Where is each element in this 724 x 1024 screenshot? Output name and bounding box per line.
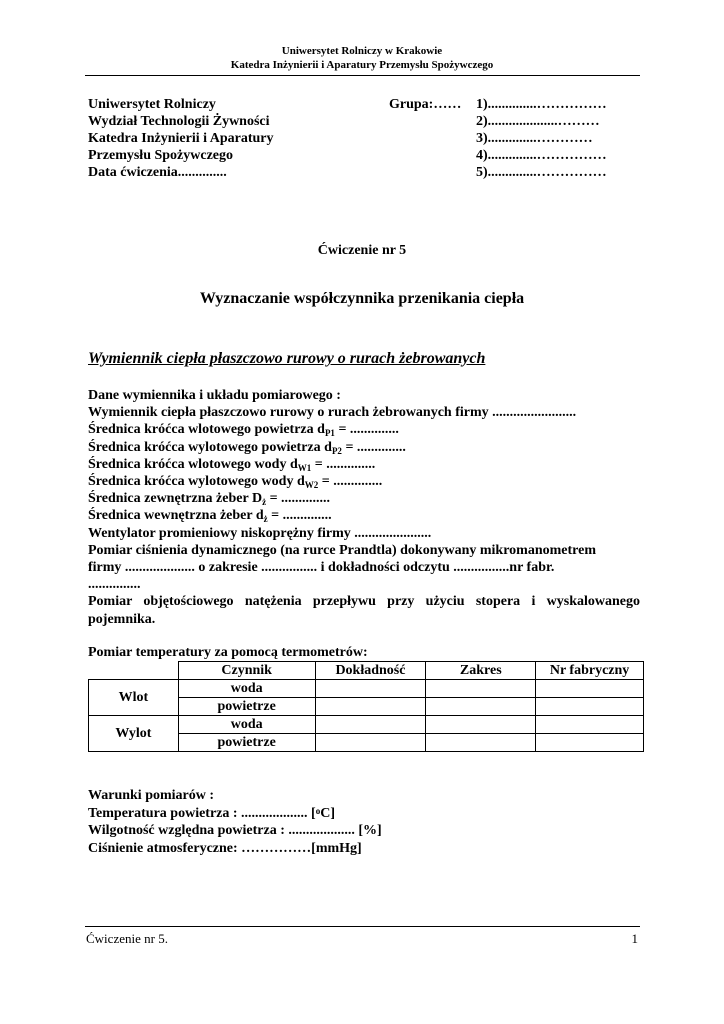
header-serial: Nr fabryczny [536,662,644,680]
flow-line-1: Pomiar objętościowego natężenia przepływu przy użyciu stopera i wyskalowanego [88,594,640,610]
exercise-number: Ćwiczenie nr 5 [317,243,407,258]
group-label-inlet: Wlot [89,680,179,716]
group-label: Grupa:…… [389,97,462,112]
exchanger-manufacturer-line: Wymiennik ciepła płaszczowo rurowy o rurach żebrowanych firmy ........................ [88,405,577,421]
header-medium: Czynnik [178,662,315,680]
value-cell[interactable] [426,734,536,752]
thermometer-table [88,661,644,752]
header-range: Zakres [426,662,536,680]
measurement-conditions [88,787,382,857]
value-cell[interactable] [426,698,536,716]
table-row [89,680,644,698]
air-temperature-line: Temperatura powietrza : ................... [$^o$C] [88,805,335,821]
group-slot-3: 3)..............………… [476,131,593,146]
water-inlet-diameter-line: Średnica króćca wlotowego wody $d_{W1}$ = .............. [88,456,376,473]
flow-line-2: pojemnika. [88,611,156,627]
page-number: 1 [631,931,638,946]
pressure-line-3: ............... [88,577,141,593]
group-slots [476,96,607,181]
value-cell[interactable] [315,716,426,734]
footer-divider [85,926,640,927]
value-cell[interactable] [315,680,426,698]
value-cell[interactable] [536,716,644,734]
section-subtitle: Wymiennik ciepła płaszczowo rurowy o rurach żebrowanych [88,350,486,367]
fin-outer-diameter-line: Średnica zewnętrzna żeber $D_ż$ = .............. [88,491,331,508]
value-cell[interactable] [315,734,426,752]
group-slot-1: 1)..............…………… [476,97,607,112]
exchanger-data-section [88,387,640,628]
info-department-2: Przemysłu Spożywczego [88,148,234,163]
info-university: Uniwersytet Rolniczy [88,97,216,112]
info-faculty: Wydział Technologii Żywności [88,114,270,129]
group-slot-2: 2)....................……… [476,114,600,129]
info-date: Data ćwiczenia.............. [88,165,227,180]
value-cell[interactable] [536,680,644,698]
value-cell[interactable] [315,698,426,716]
main-title: Wyznaczanie współczynnika przenikania ciepła [199,290,525,307]
pressure-line-2: firmy .................... o zakresie ................ i dokładności odczytu ................nr fabr. [88,560,555,576]
info-left-block [88,96,274,181]
temperature-table-label: Pomiar temperatury za pomocą termometrów: [88,645,368,660]
page-header [0,44,724,72]
medium-cell: woda [178,680,315,698]
medium-cell: powietrze [178,698,315,716]
footer-exercise: Ćwiczenie nr 5. [86,931,168,946]
water-outlet-diameter-line: Średnica króćca wylotowego wody $d_{W2}$ = .............. [88,474,383,491]
air-inlet-diameter-line: Średnica króćca wlotowego powietrza $d_{P1}$ = .............. [88,422,399,439]
pressure-line-1: Pomiar ciśnienia dynamicznego (na rurce Prandtla) dokonywany mikromanometrem [88,542,596,558]
medium-cell: powietrze [178,734,315,752]
header-university: Uniwersytet Rolniczy w Krakowie [281,45,443,57]
table-corner-cell [89,662,179,680]
medium-cell: woda [178,716,315,734]
atmospheric-pressure-line: Ciśnienie atmosferyczne: ……………[mmHg] [88,840,362,856]
value-cell[interactable] [426,716,536,734]
header-accuracy: Dokładność [315,662,426,680]
air-outlet-diameter-line: Średnica króćca wylotowego powietrza $d_{P2}$ = .............. [88,439,406,456]
group-slot-4: 4)..............…………… [476,148,607,163]
header-divider [85,75,640,76]
header-department: Katedra Inżynierii i Aparatury Przemysłu Spożywczego [230,59,494,71]
info-department-1: Katedra Inżynierii i Aparatury [88,131,274,146]
conditions-heading: Warunki pomiarów : [88,788,215,803]
value-cell[interactable] [536,734,644,752]
fan-line: Wentylator promieniowy niskoprężny firmy ...................... [88,525,432,541]
fin-inner-diameter-line: Średnica wewnętrzna żeber $d_ż$ = .............. [88,508,332,525]
data-heading: Dane wymiennika i układu pomiarowego : [88,388,341,403]
value-cell[interactable] [536,698,644,716]
humidity-line: Wilgotność względna powietrza : ................... [%] [88,823,382,838]
table-row [89,716,644,734]
group-slot-5: 5)..............…………… [476,165,607,180]
table-header-row [89,662,644,680]
value-cell[interactable] [426,680,536,698]
group-label-outlet: Wylot [89,716,179,752]
